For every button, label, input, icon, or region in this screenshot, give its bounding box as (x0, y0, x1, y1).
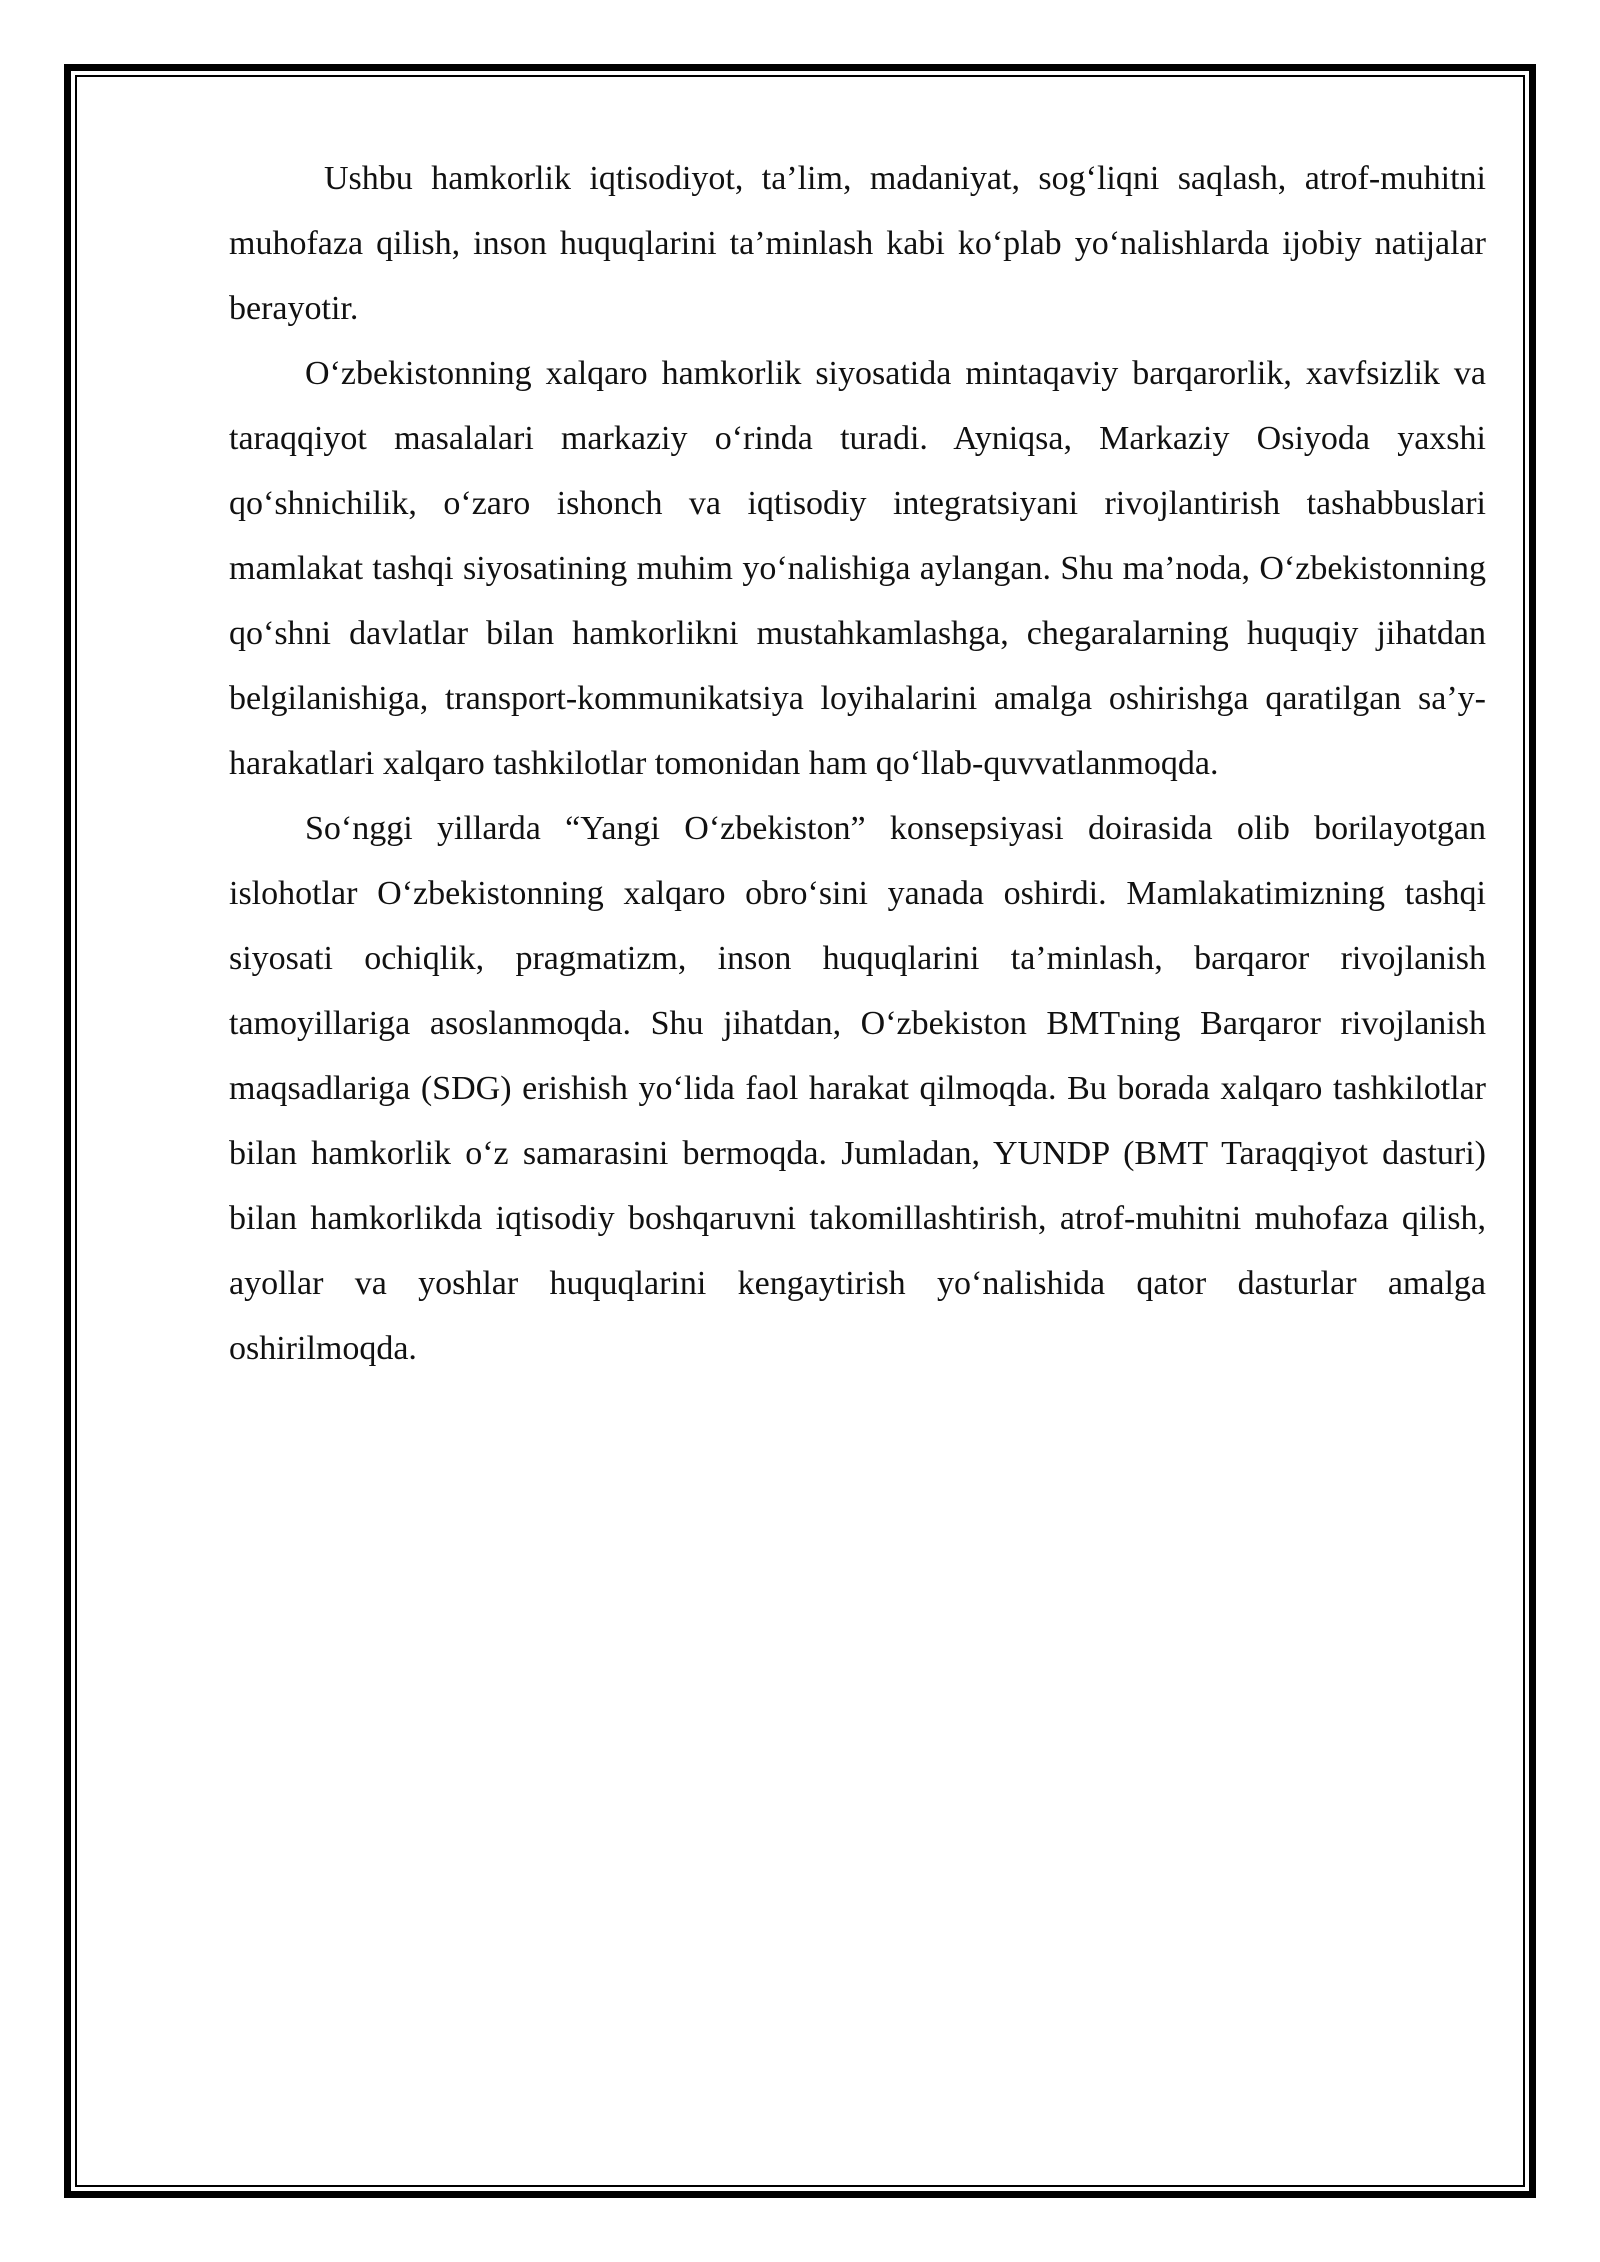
paragraph-3: So‘nggi yillarda “Yangi O‘zbekiston” konsepsiyasi doirasida olib borilayotgan islohotlar O‘zbekistonning xalqaro obro‘sini yanada oshirdi. Mamlakatimizning tashqi siyosati ochiqlik, pragmatizm, inson huquqlarini ta’minlash, barqaror rivojlanish tamoyillariga asoslanmoqda. Shu jihatdan, O‘zbekiston BMTning Barqaror rivojlanish maqsadlariga (SDG) erishish yo‘lida faol harakat qilmoqda. Bu borada xalqaro tashkilotlar bilan hamkorlik o‘z samarasini bermoqda. Jumladan, YUNDP (BMT Taraqqiyot dasturi) bilan hamkorlikda iqtisodiy boshqaruvni takomillashtirish, atrof-muhitni muhofaza qilish, ayollar va yoshlar huquqlarini kengaytirish yo‘nalishida qator dasturlar amalga oshirilmoqda. (229, 810, 1486, 1367)
paragraph-1: Ushbu hamkorlik iqtisodiyot, ta’lim, madaniyat, sog‘liqni saqlash, atrof-muhitni muhofaza qilish, inson huquqlarini ta’minlash kabi ko‘plab yo‘nalishlarda ijobiy natijalar berayotir. (229, 160, 1486, 327)
document-body (229, 146, 1486, 1381)
paragraph-2: O‘zbekistonning xalqaro hamkorlik siyosatida mintaqaviy barqarorlik, xavfsizlik va taraqqiyot masalalari markaziy o‘rinda turadi. Ayniqsa, Markaziy Osiyoda yaxshi qo‘shnichilik, o‘zaro ishonch va iqtisodiy integratsiyani rivojlantirish tashabbuslari mamlakat tashqi siyosatining muhim yo‘nalishiga aylangan. Shu ma’noda, O‘zbekistonning qo‘shni davlatlar bilan hamkorlikni mustahkamlashga, chegaralarning huquqiy jihatdan belgilanishiga, transport-kommunikatsiya loyihalarini amalga oshirishga qaratilgan sa’y-harakatlari xalqaro tashkilotlar tomonidan ham qo‘llab-quvvatlanmoqda. (229, 355, 1486, 782)
